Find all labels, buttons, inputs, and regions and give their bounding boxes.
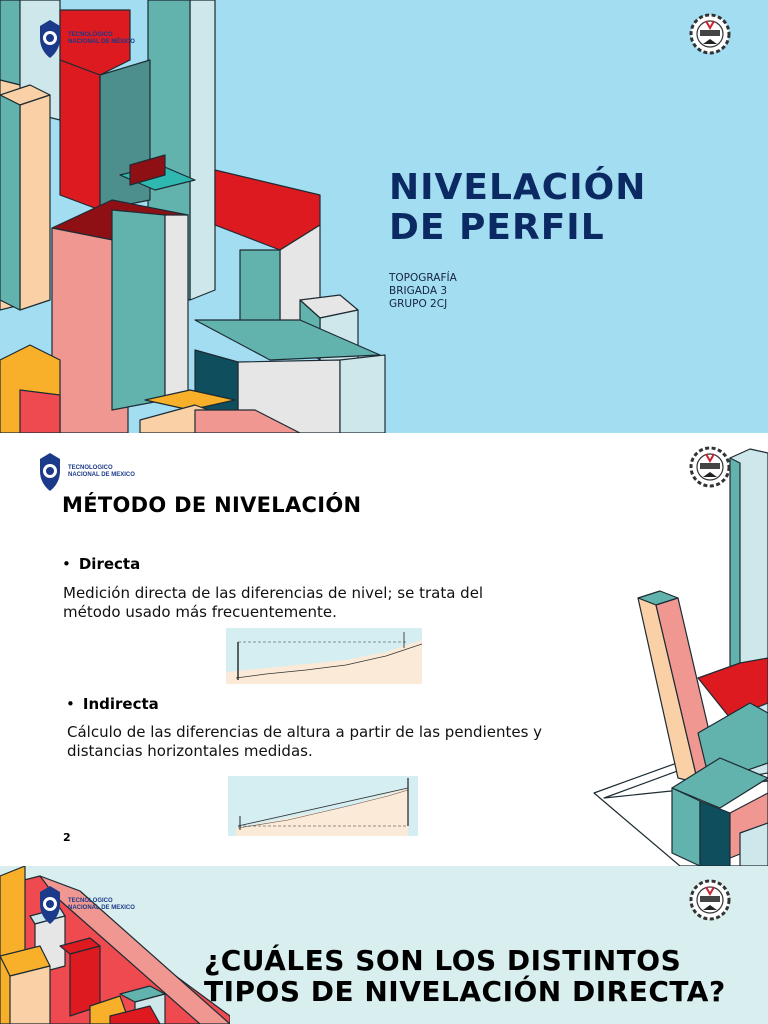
slide-2-methods: [0, 433, 768, 866]
itm-gear-icon: [688, 445, 732, 489]
slide-3-question: [0, 866, 768, 1024]
subtitle-course: TOPOGRAFÍA: [389, 272, 457, 284]
logo-text-line1: TECNOLOGICO: [68, 465, 113, 471]
tecnm-logo: [36, 451, 138, 493]
title-line-1: NIVELACIÓN: [389, 167, 647, 208]
itm-gear-icon: [688, 12, 732, 56]
title-line-2: DE PERFIL: [389, 207, 605, 248]
paragraph-indirecta-line2: distancias horizontales medidas.: [67, 742, 313, 760]
subtitle-group: GRUPO 2CJ: [389, 298, 448, 310]
subtitle-block: [389, 272, 457, 311]
indirect-leveling-diagram: [228, 776, 418, 836]
tecnm-logo: [36, 884, 138, 926]
logo-text-line2: NACIONAL DE MÉXICO: [68, 39, 135, 45]
slide2-buildings-art: [590, 433, 768, 866]
page-number: 2: [63, 831, 71, 844]
section-heading: MÉTODO DE NIVELACIÓN: [62, 493, 362, 517]
logo-text-line1: TECNOLOGICO: [68, 898, 113, 904]
tecnm-logo: [36, 18, 138, 60]
itm-gear-icon: [688, 878, 732, 922]
tecnm-eagle-icon: [36, 18, 64, 60]
bullet-dot: •: [62, 555, 71, 573]
paragraph-indirecta: [67, 723, 542, 761]
paragraph-directa-line2: método usado más frecuentemente.: [63, 603, 337, 621]
paragraph-directa: [63, 584, 483, 622]
slide1-isometric-buildings-art: [0, 0, 400, 433]
direct-leveling-diagram: [226, 628, 422, 684]
slide-1-title: [0, 0, 768, 433]
question-title-line2: TIPOS DE NIVELACIÓN DIRECTA?: [204, 975, 726, 1008]
subtitle-brigade: BRIGADA 3: [389, 285, 448, 297]
question-title: [204, 945, 726, 1007]
bullet-directa-label: Directa: [78, 555, 141, 573]
question-title-line1: ¿CUÁLES SON LOS DISTINTOS: [204, 944, 682, 977]
logo-text-line2: NACIONAL DE MEXICO: [68, 472, 135, 478]
bullet-dot: •: [66, 695, 75, 713]
tecnm-eagle-icon: [36, 884, 64, 926]
bullet-directa: [62, 555, 140, 573]
paragraph-directa-line1: Medición directa de las diferencias de nivel; se trata del: [63, 584, 484, 602]
tecnm-eagle-icon: [36, 451, 64, 493]
logo-text-line1: TECNOLÓGICO: [68, 32, 113, 38]
paragraph-indirecta-line1: Cálculo de las diferencias de altura a partir de las pendientes y: [67, 723, 543, 741]
bullet-indirecta: [66, 695, 159, 713]
logo-text-line2: NACIONAL DE MEXICO: [68, 905, 135, 911]
bullet-indirecta-label: Indirecta: [82, 695, 159, 713]
presentation-title: [389, 168, 646, 248]
